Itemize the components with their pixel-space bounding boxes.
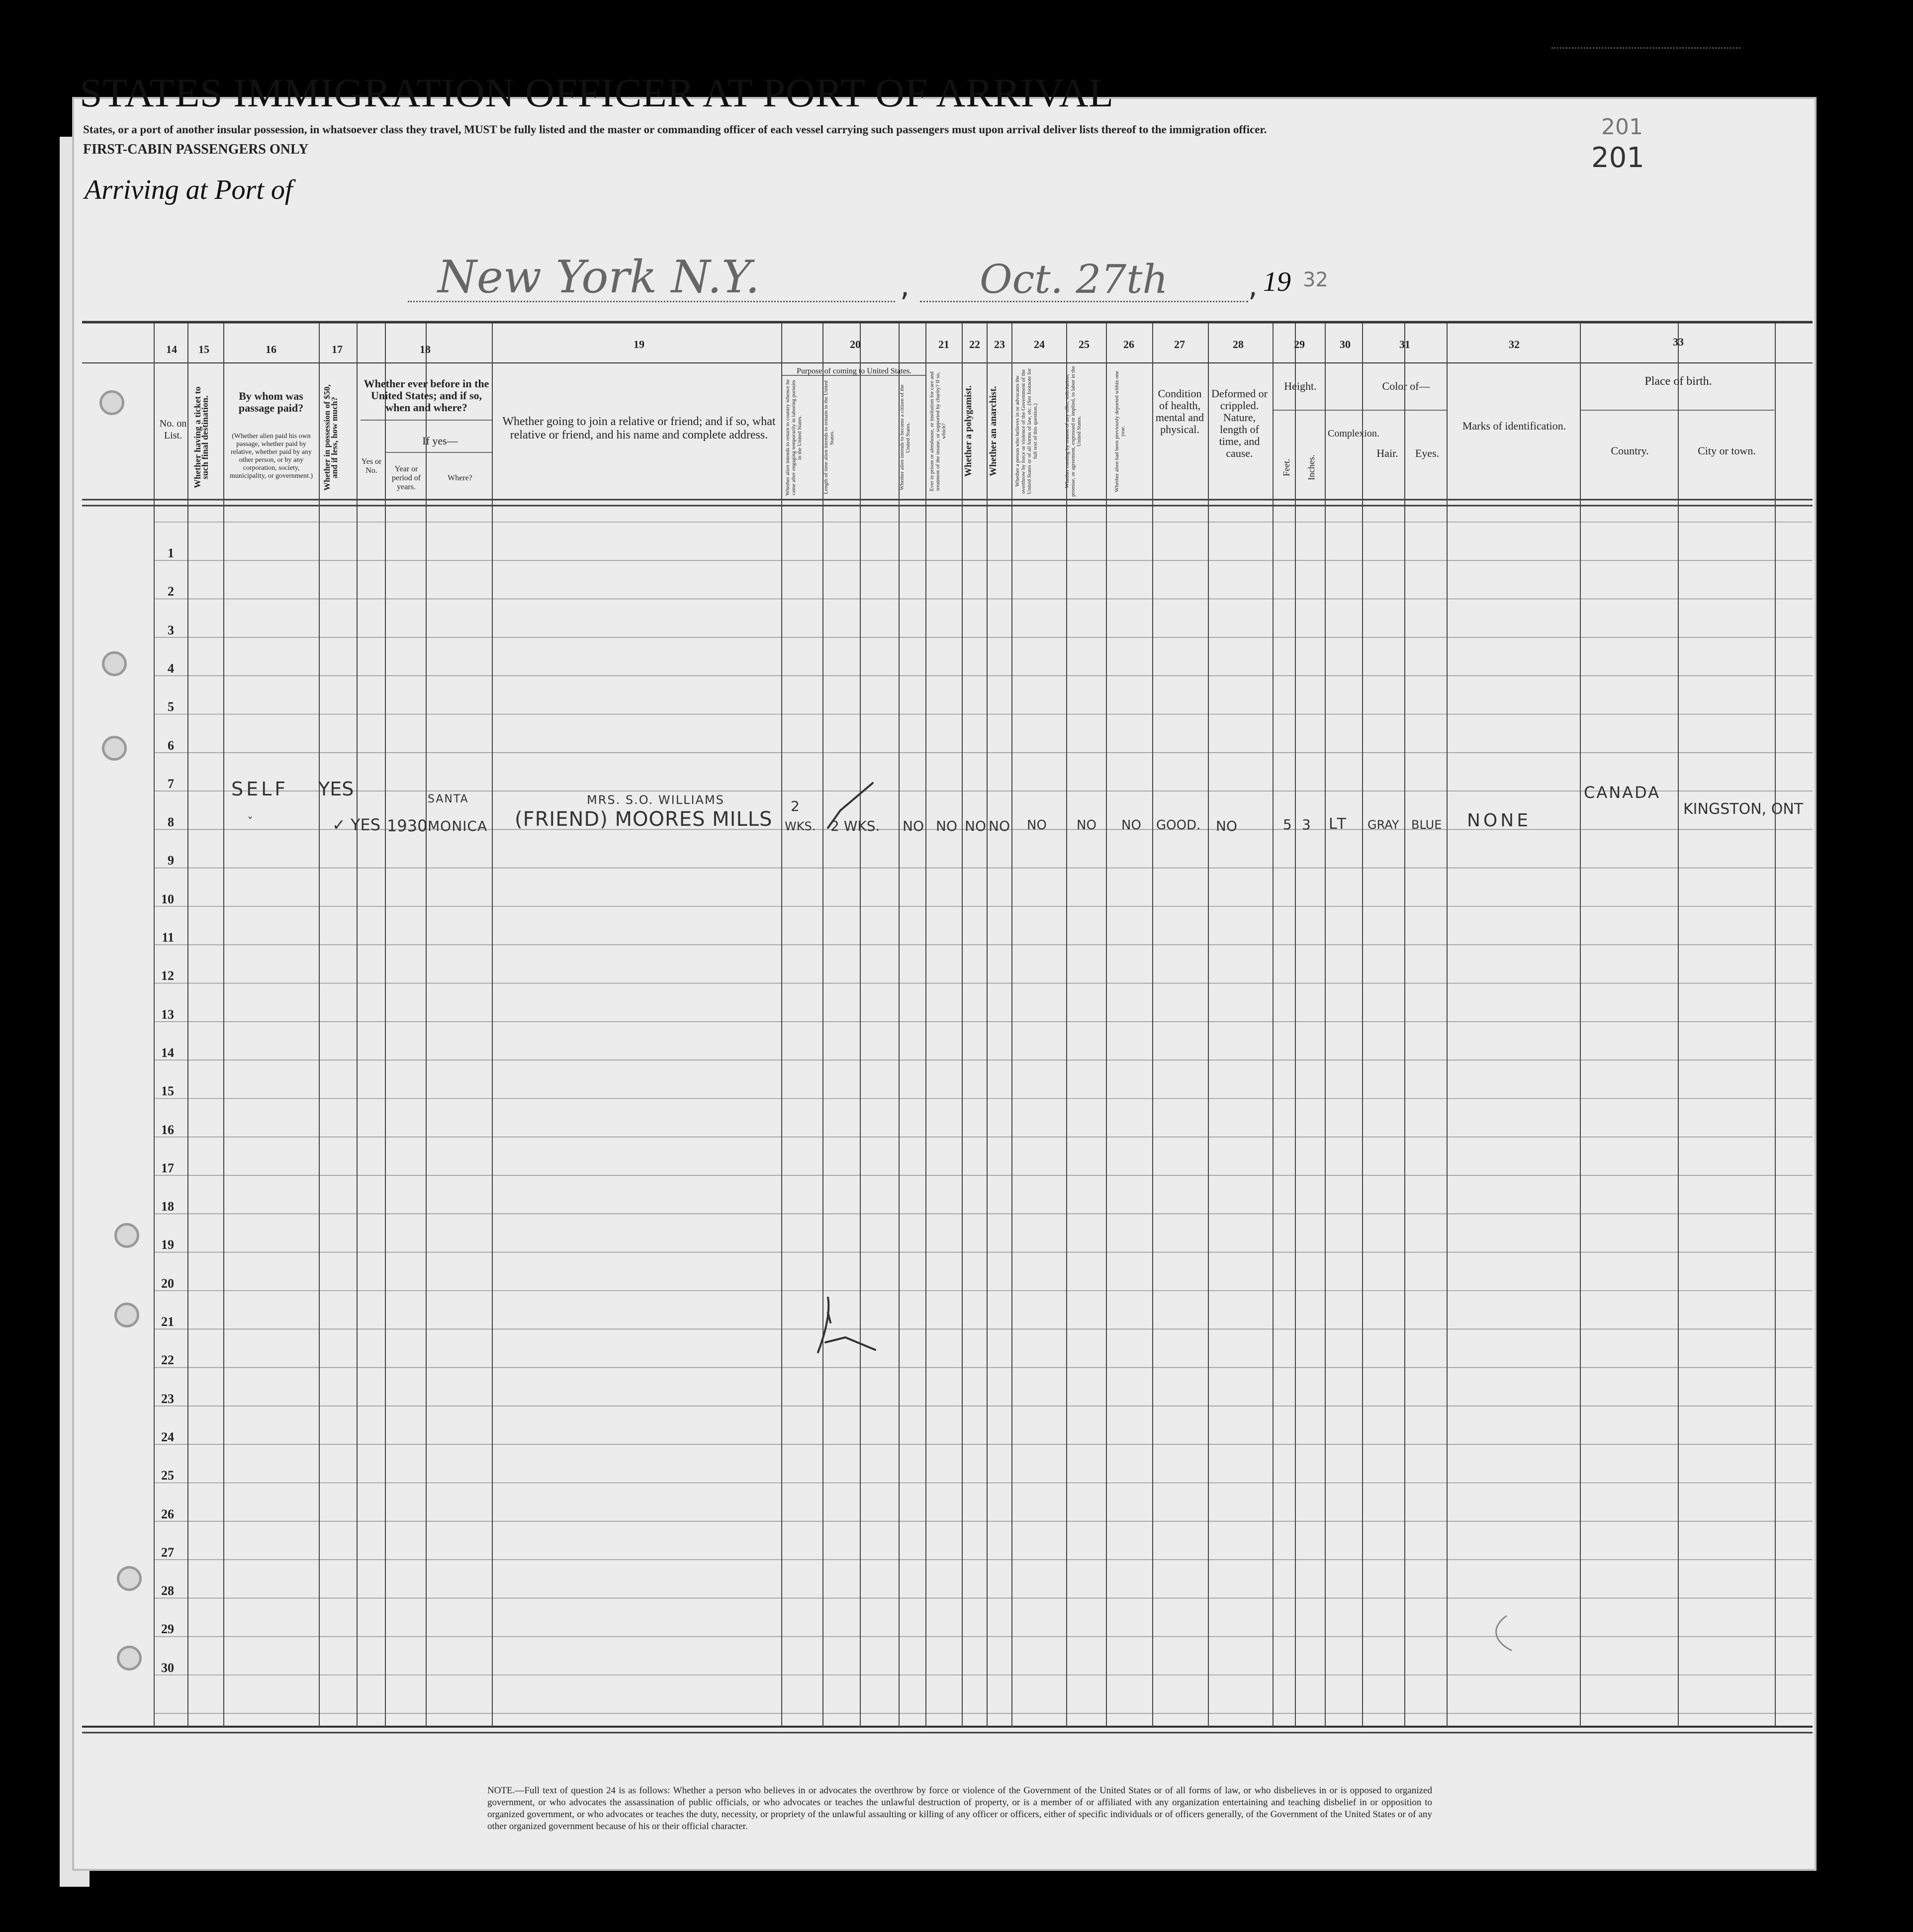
q24-entry: NO: [1027, 818, 1047, 833]
date-value: Oct. 27th: [980, 256, 1168, 302]
hair-entry: GRAY: [1367, 818, 1399, 832]
arriving-label: Arriving at Port of: [85, 175, 293, 205]
citizen-entry: NO: [903, 818, 924, 834]
colnum-20: 20: [850, 338, 861, 351]
row-number: 19: [161, 1237, 174, 1252]
head-30: Complexion.: [1328, 428, 1379, 439]
head-29-feet: Feet.: [1281, 458, 1291, 476]
head-24: Whether a person who believes in or advocates the overthrow by force or violence of the Government of the United States or of all forms of law, etc. (See footnote for full text of this question.): [1014, 368, 1038, 495]
row-number: 29: [161, 1622, 174, 1637]
page-title: STATES IMMIGRATION OFFICER AT PORT OF ARRIVAL: [80, 70, 1114, 115]
anarchist-entry: NO: [989, 818, 1010, 834]
head-20: Purpose of coming to United States.: [796, 367, 912, 375]
head-23: Whether an anarchist.: [988, 386, 999, 477]
return-entry-a: 2: [791, 798, 800, 814]
prison-entry: NO: [936, 818, 957, 834]
colnum-25: 25: [1079, 338, 1090, 351]
return-entry-b: WKS.: [785, 819, 816, 833]
row-number: 6: [168, 738, 174, 753]
head-31-eyes: Eyes.: [1415, 447, 1440, 459]
inches-entry: 3: [1302, 816, 1311, 833]
row-number: 18: [161, 1199, 174, 1214]
head-17: Whether in possession of $50, and if less, how much?: [322, 384, 339, 491]
where-entry-b: MONICA: [428, 818, 488, 834]
q25-entry: NO: [1077, 818, 1096, 833]
head-14: No. on List.: [159, 418, 187, 441]
colnum-15: 15: [198, 343, 209, 355]
head-19: Whether going to join a relative or friend; and if so, what relative or friend, and his name and complete address.: [502, 415, 776, 441]
row-number: 8: [168, 815, 174, 830]
head-20b: Length of time alien intends to remain in the United States.: [823, 380, 835, 495]
ever-before-entry: ✓ YES: [332, 815, 381, 834]
head-18-year: Year or period of years.: [391, 465, 421, 491]
head-31-hair: Hair.: [1376, 447, 1398, 459]
row-number: 30: [161, 1660, 174, 1675]
q26-entry: NO: [1121, 818, 1141, 833]
row-number: 21: [161, 1315, 174, 1329]
health-entry: GOOD.: [1156, 818, 1201, 833]
head-21: Ever in prison or almshouse, or institution for care and treatment of the insane, or supported by charity? If so, which?: [929, 371, 947, 491]
comma: ,: [900, 268, 910, 303]
row-number: 13: [161, 1007, 174, 1022]
head-20a: Whether alien intends to return to country whence he came after engaging temporarily in laboring pursuits in the United States.: [785, 379, 803, 496]
colnum-32: 32: [1509, 338, 1520, 351]
passage-paid-entry: SELF: [231, 778, 289, 800]
colnum-27: 27: [1174, 338, 1185, 351]
sheet-number: 201: [1591, 142, 1644, 174]
head-25: Whether coming by reason of any offer, solicitation, promise, or agreement, expressed or implied, to labor in the United States.: [1064, 366, 1082, 497]
row-number: 5: [168, 700, 174, 714]
head-27: Condition of health, mental and physical.: [1155, 387, 1204, 436]
head-16: By whom was passage paid?: [238, 390, 304, 414]
eyes-entry: BLUE: [1411, 818, 1442, 832]
year-entry: 1930: [387, 816, 428, 835]
row-number: 25: [161, 1468, 174, 1483]
colnum-17: 17: [332, 343, 343, 355]
row-number: 9: [168, 853, 174, 868]
head-28: Deformed or crippled. Nature, length of time, and cause.: [1211, 387, 1268, 459]
relative-name-entry: MRS. S.O. WILLIAMS: [587, 793, 725, 807]
head-29-inches: Inches.: [1306, 454, 1316, 480]
where-entry-a: SANTA: [428, 793, 469, 805]
polygamist-entry: NO: [965, 818, 986, 834]
row-number: 2: [168, 584, 174, 599]
typewritten-note: The entries on this sheet must be typewritten or printed.: [1465, 64, 1642, 95]
colnum-22: 22: [969, 338, 980, 351]
head-18-ifyes: If yes—: [422, 435, 458, 447]
complexion-entry: LT: [1329, 815, 1348, 833]
row-number: 7: [168, 776, 174, 791]
colnum-21: 21: [938, 338, 949, 351]
ticket-entry: YES: [318, 778, 354, 800]
row-number: 15: [161, 1084, 174, 1099]
head-18-yesno: Yes or No.: [361, 457, 382, 475]
colnum-18: 18: [420, 343, 431, 355]
row-number: 23: [161, 1391, 174, 1406]
comma: ,: [1248, 268, 1258, 303]
colnum-24: 24: [1034, 338, 1045, 351]
head-18: Whether ever before in the United States; and if so, when and where?: [364, 377, 489, 414]
colnum-31: 31: [1399, 338, 1410, 351]
row-number: 20: [161, 1276, 174, 1291]
row-number: 22: [161, 1353, 174, 1368]
head-31: Color of—: [1382, 380, 1430, 392]
colnum-29: 29: [1294, 338, 1305, 351]
head-32: Marks of identification.: [1462, 420, 1566, 432]
feet-entry: 5: [1283, 816, 1292, 833]
row-number: 12: [161, 968, 174, 983]
colnum-30: 30: [1340, 338, 1351, 351]
head-29: Height.: [1284, 380, 1317, 392]
head-33-city: City or town.: [1698, 444, 1756, 457]
city-entry: KINGSTON, ONT: [1683, 800, 1804, 818]
length-entry: 2 WKS.: [830, 818, 880, 834]
row-number: 24: [161, 1429, 174, 1444]
footnote: NOTE.—Full text of question 24 is as follows: Whether a person who believes in or advocates the overthrow by force or violence of the Government of the United States or of all forms of law, or who disbelieves in or is opposed to organized government, or who advocates the assassination of public officials, or who advocates or teaches the unlawful destruction of property, or is a member of or affiliated with any organization entertaining and teaching disbelief in or opposition to organized government, or who advocates or teaches the duty, necessity, or propriety of the unlawful assaulting or killing of any officer or officers, either of specific individuals or of officers generally, of the Government of the United States or of any other organized government because of his or their official character.: [487, 1785, 1432, 1832]
row-number: 4: [168, 661, 174, 676]
port-value: New York N.Y.: [438, 251, 760, 303]
colnum-19: 19: [634, 338, 644, 351]
row-number: 16: [161, 1122, 174, 1137]
row-number: 1: [168, 546, 174, 560]
page-subtitle: States, or a port of another insular possession, in whatsoever class they travel, MUST be fully listed and the master or commanding officer of each vessel carrying such passengers must upon arrival deliver lists thereof to the immigration officer.: [83, 123, 1267, 136]
country-entry: CANADA: [1584, 783, 1661, 802]
row-number: 10: [161, 891, 174, 906]
row-number: 14: [161, 1045, 174, 1060]
year-suffix: 32: [1303, 268, 1328, 291]
relative-entry: (FRIEND) MOORES MILLS: [515, 808, 773, 831]
row-number: 11: [162, 930, 174, 945]
sheet-number-old: 201: [1601, 114, 1643, 140]
row-number: 28: [161, 1583, 174, 1598]
colnum-16: 16: [266, 343, 276, 355]
head-33: Place of birth.: [1644, 375, 1712, 388]
colnum-28: 28: [1233, 338, 1244, 351]
head-22: Whether a polygamist.: [963, 385, 974, 477]
head-33-country: Country.: [1611, 444, 1649, 457]
marks-entry: NONE: [1467, 810, 1531, 831]
list-label: List: [1494, 26, 1531, 53]
row-number: 3: [168, 622, 174, 637]
deformed-entry: NO: [1216, 818, 1237, 834]
row-number: 17: [161, 1160, 174, 1175]
year-prefix: 19: [1263, 266, 1291, 297]
colnum-14: 14: [166, 343, 177, 355]
colnum-33: 33: [1673, 336, 1684, 348]
colnum-23: 23: [994, 338, 1005, 351]
row8-checkmark: ˇ: [247, 815, 253, 829]
row-number: 27: [161, 1545, 174, 1560]
head-18-where: Where?: [448, 474, 472, 482]
head-26: Whether alien had been previously deported within one year.: [1114, 370, 1126, 492]
row-number: 26: [161, 1506, 174, 1521]
head-16-sub: (Whether alien paid his own passage, whether paid by relative, whether paid by any other person, or by any corporation, society, municipality, or government.): [229, 433, 313, 480]
head-20c: Whether alien intends to become a citizen of the United States.: [899, 384, 911, 491]
colnum-26: 26: [1123, 338, 1134, 351]
first-cabin-label: FIRST-CABIN PASSENGERS ONLY: [83, 142, 309, 157]
head-15: Whether having a ticket to such final destination.: [192, 386, 210, 489]
